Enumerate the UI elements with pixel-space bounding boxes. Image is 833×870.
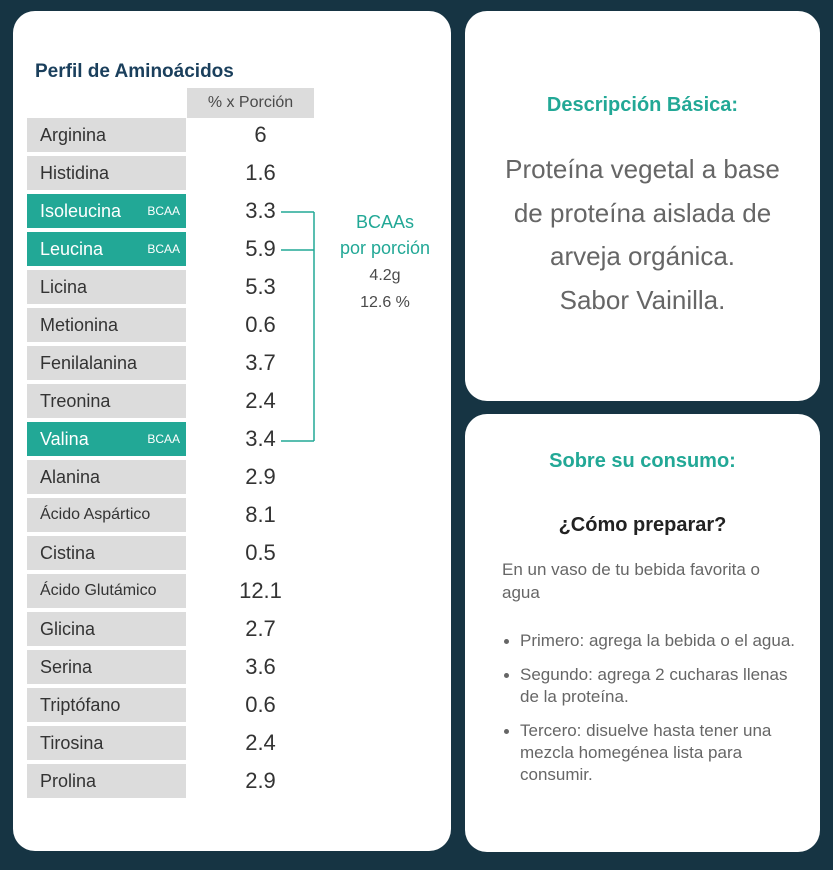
usage-step [502, 664, 802, 708]
usage-steps-list [502, 630, 802, 798]
description-line: de proteína aislada de [513, 197, 772, 228]
usage-intro: En un vaso de tu bebida favorita o agua [502, 560, 761, 602]
description-card [465, 11, 820, 401]
amino-value: 2.9 [245, 768, 276, 793]
amino-name: Ácido Aspártico [40, 506, 151, 523]
usage-heading: Sobre su consumo: [549, 450, 736, 472]
amino-name: Isoleucina [40, 200, 122, 221]
amino-name: Tirosina [40, 732, 104, 753]
amino-value: 5.9 [245, 236, 276, 261]
bcaa-percent: 12.6 % [360, 294, 410, 311]
bcaa-badge: BCAA [147, 432, 180, 446]
amino-value: 2.7 [245, 616, 276, 641]
amino-value: 1.6 [245, 160, 276, 185]
amino-name: Ácido Glutámico [40, 582, 157, 599]
amino-name: Alanina [40, 466, 101, 487]
bcaa-badge: BCAA [147, 204, 180, 218]
bullet-icon [504, 673, 509, 678]
amino-name: Treonina [40, 390, 111, 411]
bullet-icon [504, 639, 509, 644]
amino-value: 12.1 [239, 578, 282, 603]
amino-value: 6 [254, 122, 267, 147]
usage-step-text: Tercero: disuelve hasta tener una mezcla homegénea lista para consumir. [520, 721, 772, 784]
amino-name: Licina [40, 276, 88, 297]
amino-value: 8.1 [245, 502, 276, 527]
amino-value: 2.4 [245, 730, 276, 755]
description-line: Proteína vegetal a base [505, 154, 780, 184]
amino-value: 0.5 [245, 540, 276, 565]
amino-name: Serina [40, 656, 93, 677]
amino-name: Cistina [40, 542, 96, 563]
amino-value: 2.4 [245, 388, 276, 413]
amino-profile-card [13, 11, 451, 851]
amino-name: Glicina [40, 618, 96, 639]
amino-name: Prolina [40, 770, 97, 791]
amino-value: 0.6 [245, 692, 276, 717]
bcaa-summary-title [323, 209, 447, 261]
usage-subheading: ¿Cómo preparar? [558, 514, 727, 536]
amino-value: 2.9 [245, 464, 276, 489]
bcaa-title-line1: BCAAs [355, 212, 415, 232]
bullet-icon [504, 729, 509, 734]
amino-name: Triptófano [40, 694, 121, 715]
amino-value: 3.6 [245, 654, 276, 679]
usage-step [502, 630, 802, 652]
amino-name: Metionina [40, 314, 119, 335]
description-line: Sabor Vainilla. [559, 284, 726, 315]
usage-step-text: Segundo: agrega 2 cucharas llenas de la proteína. [520, 665, 788, 706]
amino-name: Fenilalanina [40, 352, 138, 373]
bcaa-title-line2: por porción [339, 238, 431, 258]
bcaa-badge: BCAA [147, 242, 180, 256]
amino-name: Arginina [40, 124, 107, 145]
usage-card [465, 414, 820, 852]
usage-step [502, 720, 802, 786]
amino-name: Valina [40, 428, 89, 449]
amino-value: 0.6 [245, 312, 276, 337]
bcaa-bracket [13, 11, 451, 851]
amino-name: Histidina [40, 162, 110, 183]
amino-value: 3.7 [245, 350, 276, 375]
amino-profile-title: Perfil de Aminoácidos [35, 61, 234, 82]
amino-value: 3.4 [245, 426, 276, 451]
amino-value: 5.3 [245, 274, 276, 299]
description-heading: Descripción Básica: [546, 94, 739, 116]
amino-name: Leucina [40, 238, 104, 259]
column-header-percent: % x Porción [187, 88, 314, 118]
description-line: arveja orgánica. [550, 241, 735, 271]
usage-step-text: Primero: agrega la bebida o el agua. [520, 631, 796, 650]
amino-value: 3.3 [245, 198, 276, 223]
bcaa-grams: 4.2g [369, 267, 401, 284]
description-body [485, 148, 800, 322]
